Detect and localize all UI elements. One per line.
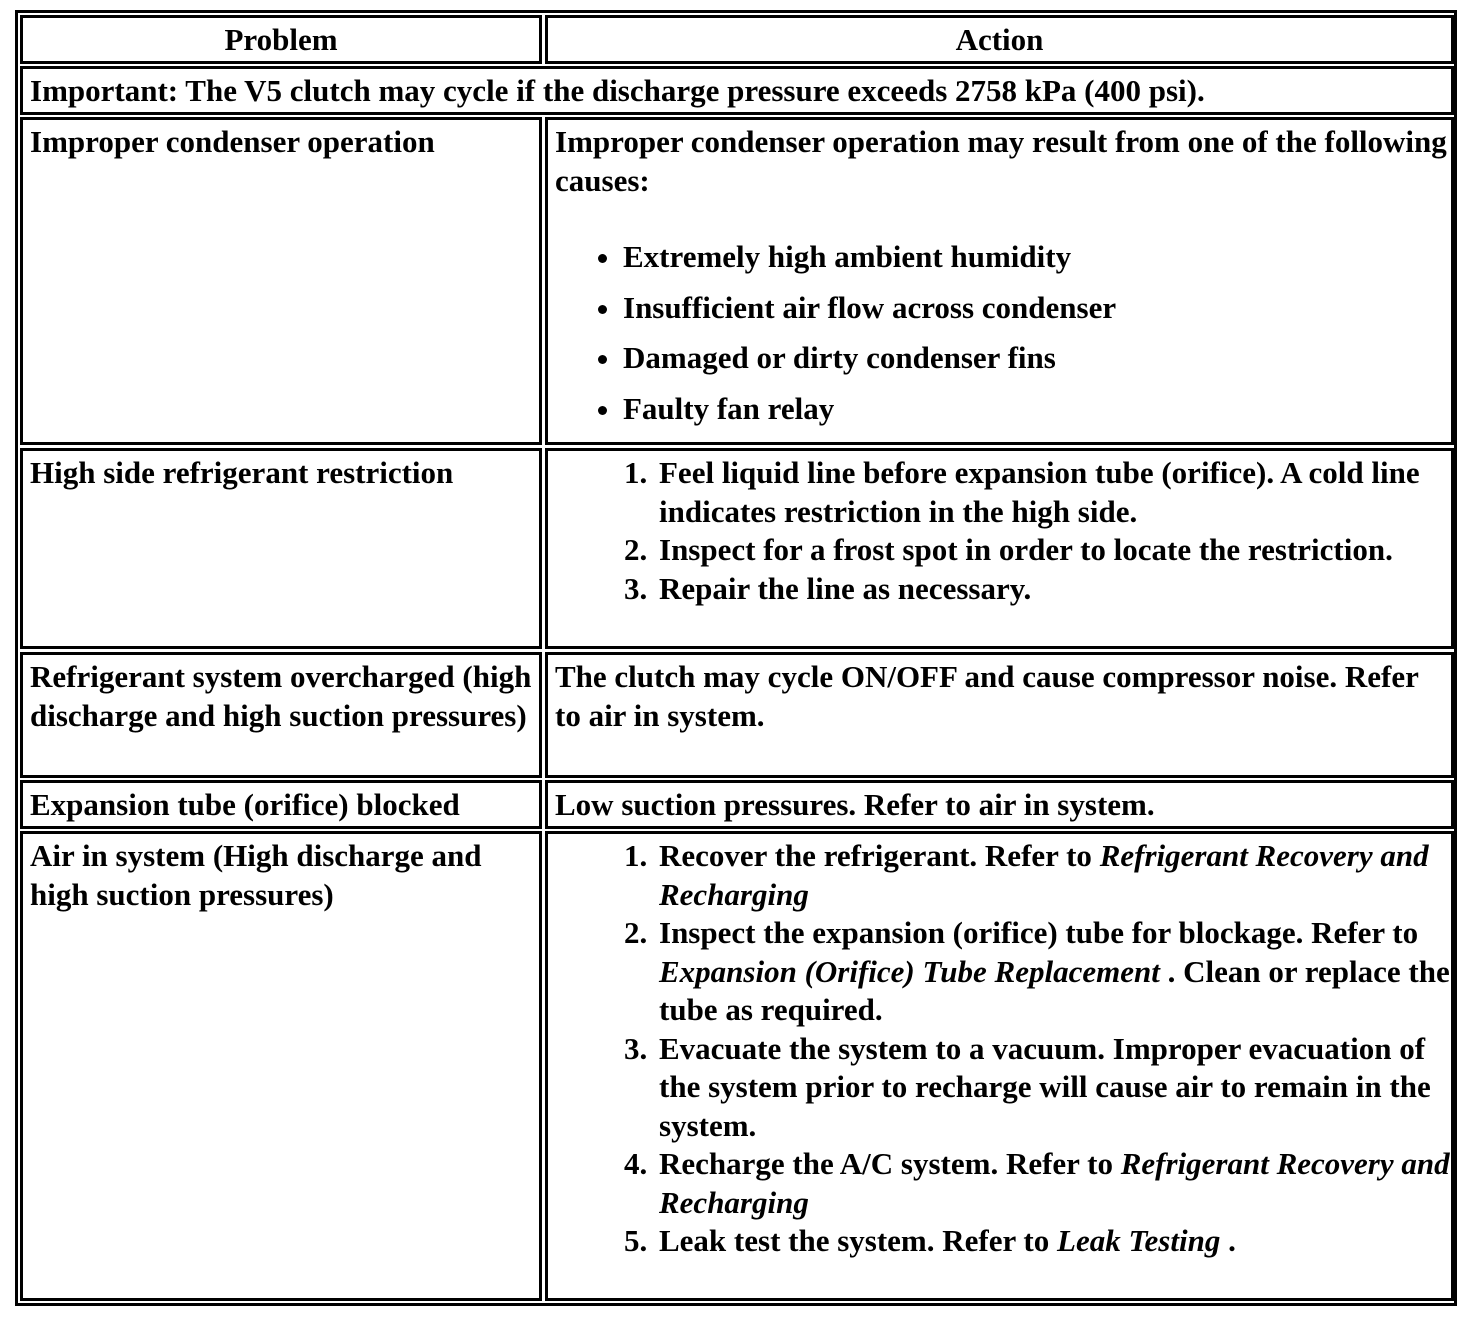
step-text: Leak test the system. Refer to — [659, 1223, 1058, 1258]
step-text: Recover the refrigerant. Refer to — [659, 838, 1100, 873]
problem-cell-condenser: Improper condenser operation — [20, 117, 542, 445]
step-text-after: . — [1220, 1223, 1236, 1258]
step-text: Evacuate the system to a vacuum. Improper evacuation of the system prior to recharge will cause air to remain in the system. — [659, 1030, 1431, 1143]
list-item: • Faulty fan relay — [623, 390, 1451, 429]
problem-cell-restriction: High side refrigerant restriction — [20, 448, 542, 649]
list-item — [655, 837, 1451, 914]
reference-link: Leak Testing — [1057, 1223, 1221, 1258]
cause-list — [555, 238, 1451, 428]
problem-cell-blocked: Expansion tube (orifice) blocked — [20, 780, 542, 829]
header-action: Action — [545, 15, 1454, 64]
list-item: 1. Feel liquid line before expansion tube (orifice). A cold line indicates restriction in the high side. — [655, 454, 1451, 531]
reference-link: Refrigerant Recovery and Recharging — [659, 838, 1429, 912]
list-item: • Extremely high ambient humidity — [623, 238, 1451, 277]
list-item: • Damaged or dirty condenser fins — [623, 339, 1451, 378]
list-item: 3. Repair the line as necessary. — [655, 570, 1451, 609]
list-item — [655, 1145, 1451, 1222]
step-text: Recharge the A/C system. Refer to — [659, 1146, 1121, 1181]
air-steps — [555, 837, 1451, 1261]
action-intro: Improper condenser operation may result from one of the following causes: — [555, 124, 1447, 198]
step-text-after: . Clean or replace the tube as required. — [659, 953, 1450, 1027]
reference-link: Refrigerant Recovery and Recharging — [659, 1146, 1450, 1220]
list-item — [655, 1030, 1451, 1146]
list-item: • Insufficient air flow across condenser — [623, 289, 1451, 328]
action-cell-condenser — [545, 117, 1454, 445]
problem-cell-air: Air in system (High discharge and high suction pressures) — [20, 831, 542, 1301]
important-note: Important: The V5 clutch may cycle if the discharge pressure exceeds 2758 kPa (400 psi). — [20, 66, 1454, 115]
list-item — [655, 914, 1451, 1030]
list-item — [655, 1222, 1451, 1261]
list-item: 2. Inspect for a frost spot in order to locate the restriction. — [655, 531, 1451, 570]
problem-cell-overcharged: Refrigerant system overcharged (high discharge and high suction pressures) — [20, 652, 542, 778]
action-cell-restriction — [545, 448, 1454, 649]
reference-link: Expansion (Orifice) Tube Replacement — [659, 953, 1160, 989]
step-text: Inspect the expansion (orifice) tube for blockage. Refer to — [659, 915, 1419, 950]
action-cell-overcharged: The clutch may cycle ON/OFF and cause compressor noise. Refer to air in system. — [545, 652, 1454, 778]
restriction-steps — [555, 454, 1451, 608]
action-cell-air — [545, 831, 1454, 1301]
action-cell-blocked: Low suction pressures. Refer to air in system. — [545, 780, 1454, 829]
header-problem: Problem — [20, 15, 542, 64]
